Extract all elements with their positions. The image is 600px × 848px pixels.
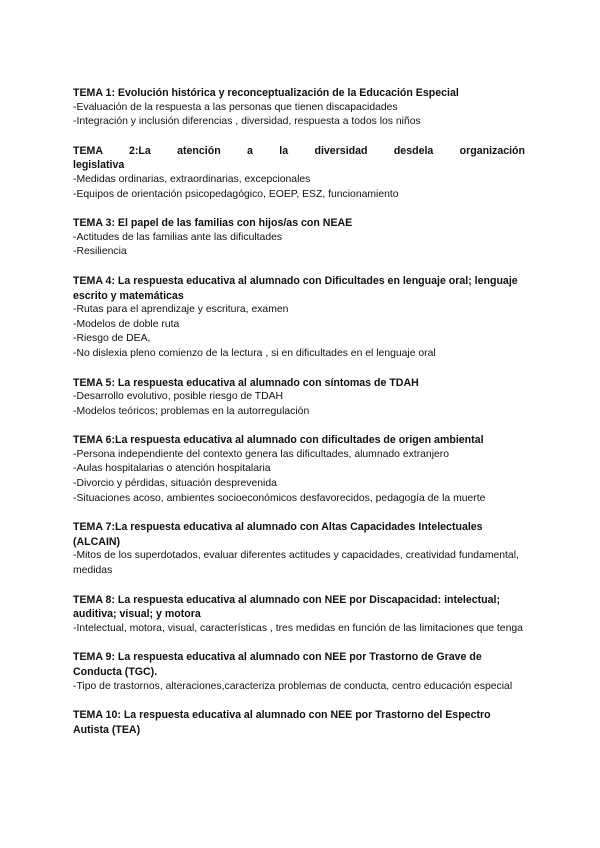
topic-line: -Equipos de orientación psicopedagógico, EOEP, ESZ, funcionamiento [73,188,399,200]
topic-line: -Medidas ordinarias, extraordinarias, excepcionales [73,173,311,185]
topic-line: -Evaluación de la respuesta a las personas que tienen discapacidades [73,101,398,113]
topic-line: -Rutas para el aprendizaje y escritura, examen [73,304,289,316]
topic-10 [73,708,525,737]
topic-title: TEMA 6:La respuesta educativa al alumnado con dificultades de origen ambiental [73,434,484,447]
topic-5 [73,376,525,420]
topic-title: TEMA 1: Evolución histórica y reconceptualización de la Educación Especial [73,87,459,99]
topic-line: -Desarrollo evolutivo, posible riesgo de TDAH [73,391,284,403]
topic-title: TEMA 3: El papel de las familias con hijos/as con NEAE [73,217,353,230]
topic-title: TEMA 7:La respuesta educativa al alumnado con Altas Capacidades Intelectuales (ALCAIN) [73,521,483,548]
topic-9 [73,650,525,694]
topic-title: TEMA 2:La atención a la diversidad desdela organización [73,144,525,157]
topic-title: TEMA 4: La respuesta educativa al alumnado con Dificultades en lenguaje oral; lenguaje escrito y matemáticas [73,274,518,302]
topic-line: -Riesgo de DEA, [73,333,151,345]
topic-line: -Divorcio y pérdidas, situación desprevenida [73,478,277,490]
topic-line: -No dislexia pleno comienzo de la lectura , si en dificultades en el lenguaje oral [73,347,436,359]
topic-8 [73,593,525,637]
topic-line: -Tipo de trastornos, alteraciones,caracteriza problemas de conducta, centro educación especial [73,680,513,692]
topic-1 [73,86,525,130]
topic-line: -Mitos de los superdotados, evaluar diferentes actitudes y capacidades, creatividad fundamental, medidas [73,550,519,577]
topic-line: -Resiliencia [73,246,127,258]
topic-title: TEMA 5: La respuesta educativa al alumnado con síntomas de TDAH [73,376,419,389]
topic-7 [73,520,525,578]
topic-title: TEMA 9: La respuesta educativa al alumnado con NEE por Trastorno de Grave de Conducta (TGC). [73,651,482,678]
topic-line: -Modelos de doble ruta [73,318,180,330]
topic-title: TEMA 8: La respuesta educativa al alumnado con NEE por Discapacidad: intelectual; auditiva; visual; y motora [73,593,500,621]
topic-line: -Situaciones acoso, ambientes socioeconómicos desfavorecidos, pedagogía de la muerte [73,492,486,504]
topic-line: -Modelos teóricos; problemas en la autorregulación [73,405,310,417]
topic-list [73,86,525,751]
topic-title-continued: legislativa [73,159,125,172]
topic-4 [73,274,525,362]
topic-2 [73,144,525,202]
topic-line: -Aulas hospitalarias o atención hospitalaria [73,463,271,475]
topic-6 [73,433,525,506]
topic-line: -Integración y inclusión diferencias , diversidad, respuesta a todos los niños [73,116,421,128]
topic-line: -Persona independiente del contexto genera las dificultades, alumnado extranjero [73,448,450,460]
topic-title: TEMA 10: La respuesta educativa al alumnado con NEE por Trastorno del Espectro Autista (TEA) [73,709,491,736]
topic-3 [73,216,525,260]
topic-line: -Intelectual, motora, visual, características , tres medidas en función de las limitaciones que tenga [73,622,523,634]
topic-line: -Actitudes de las familias ante las dificultades [73,231,283,243]
